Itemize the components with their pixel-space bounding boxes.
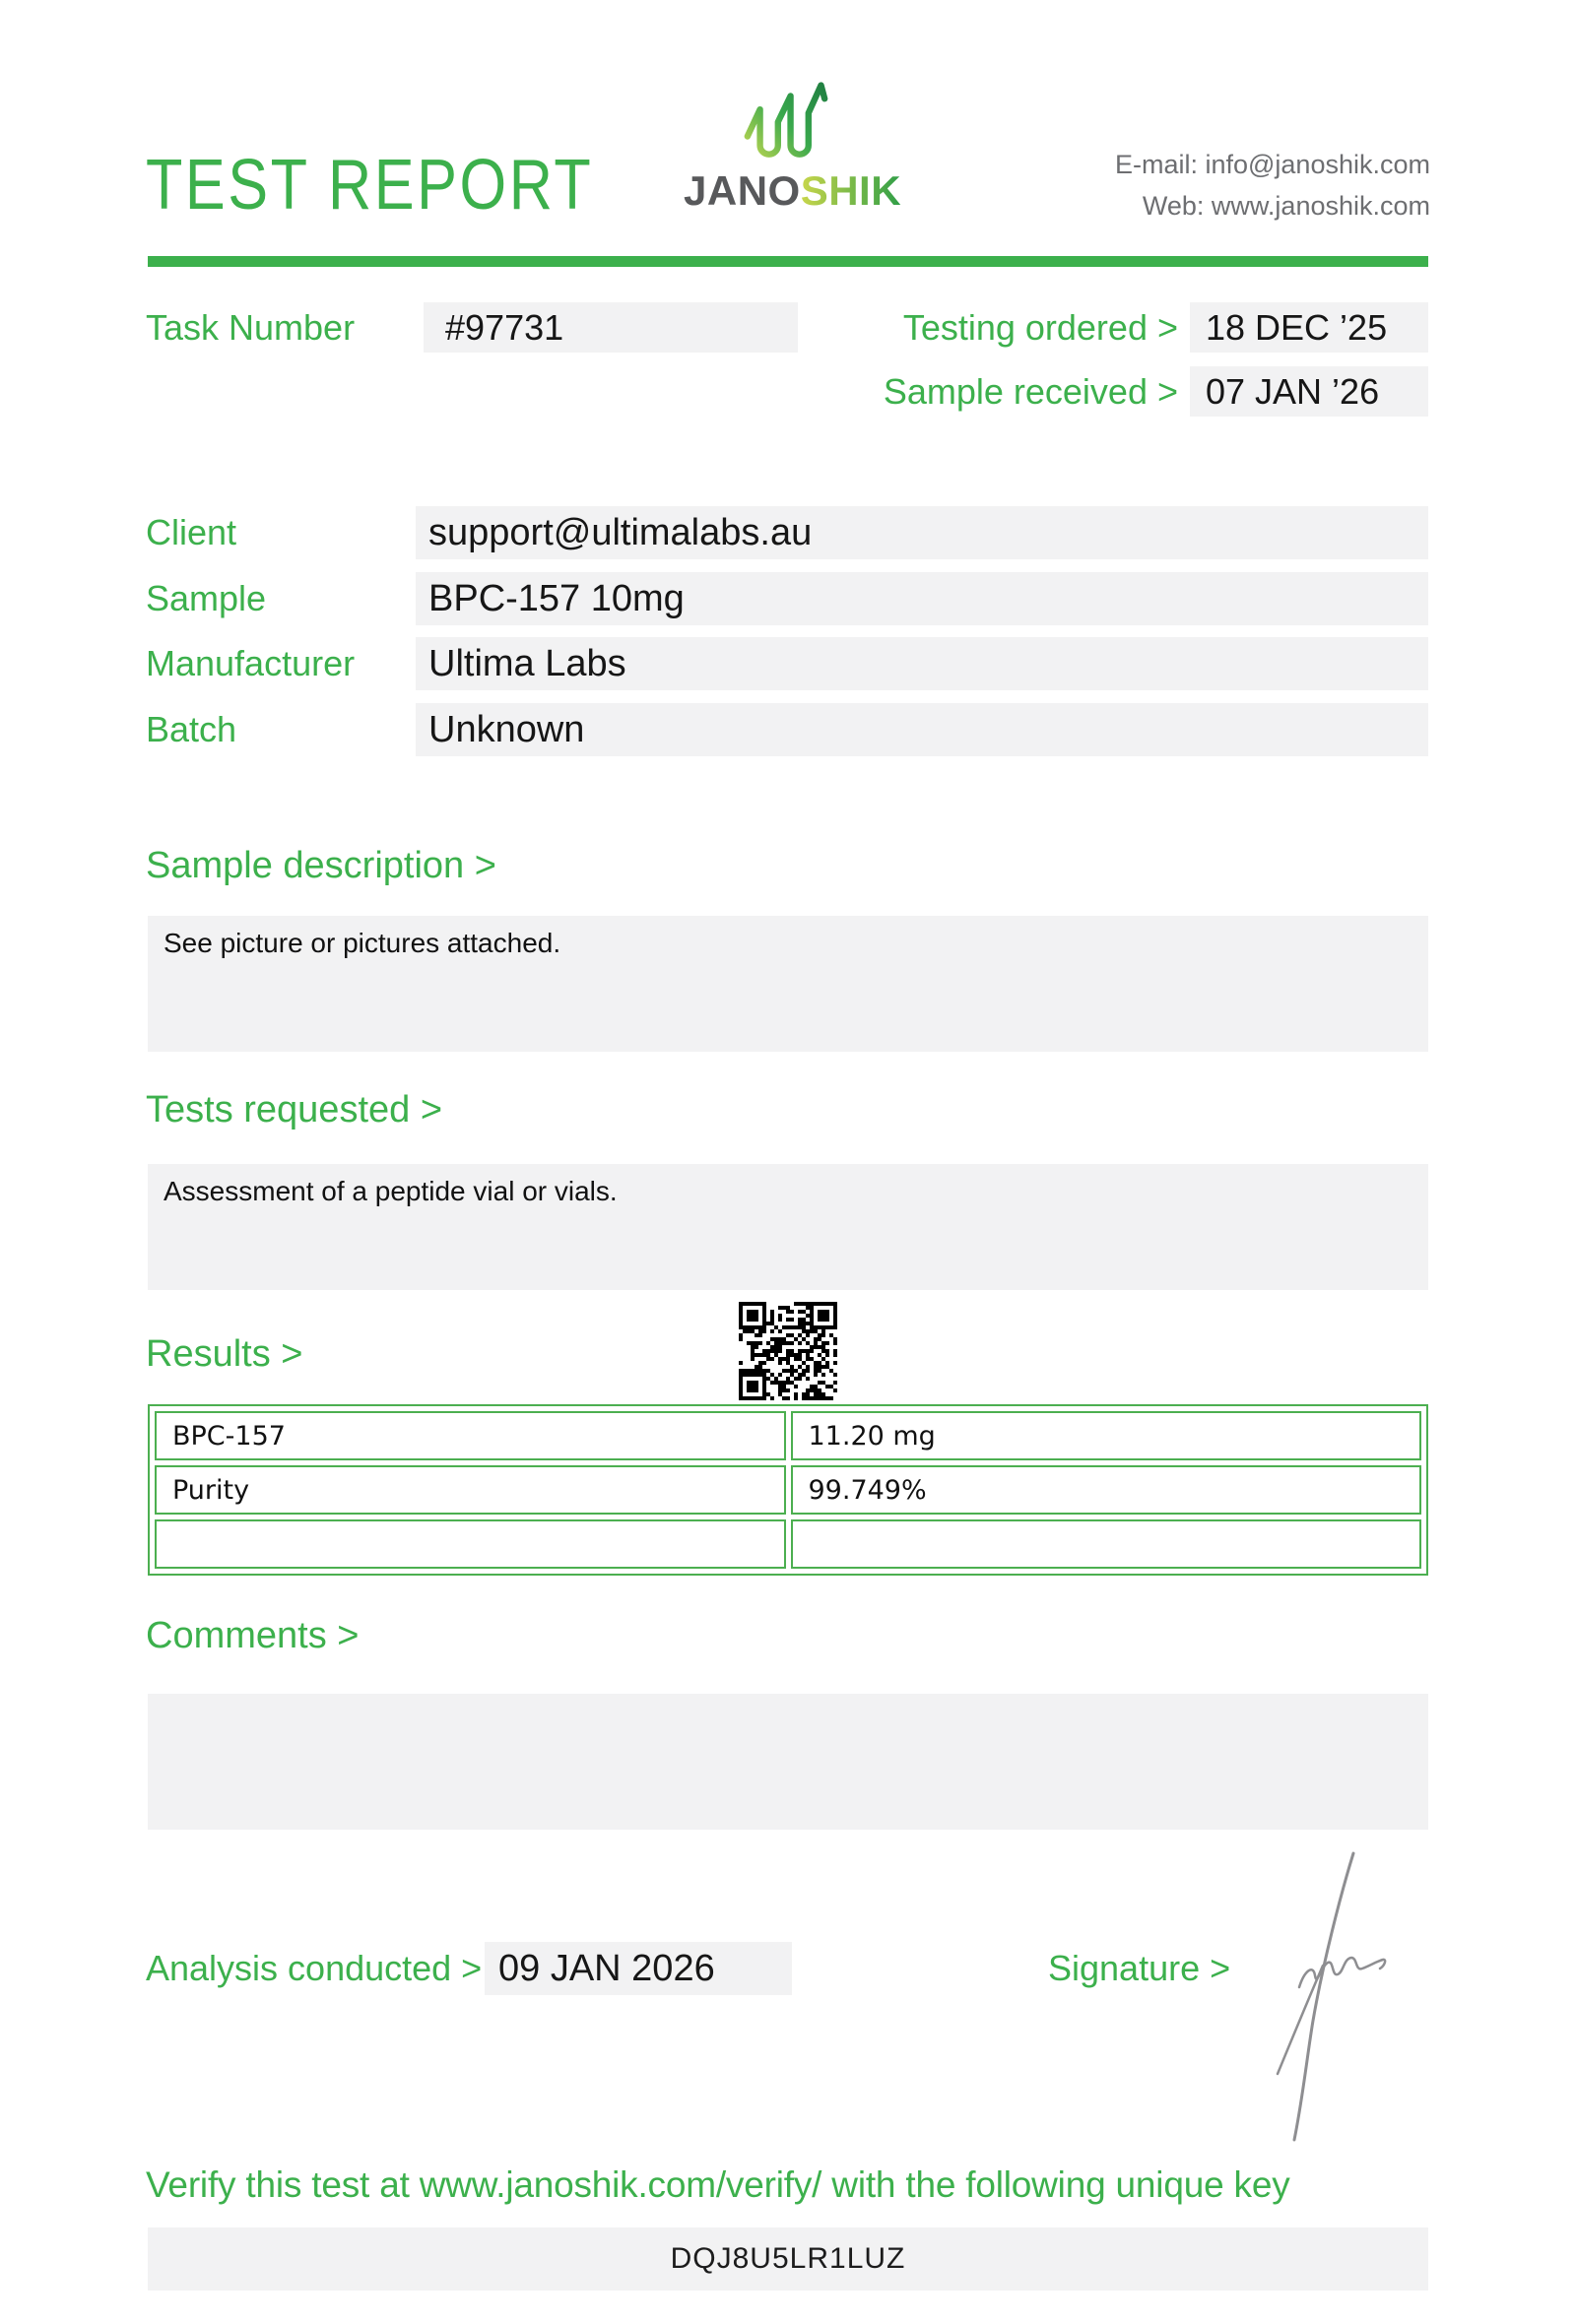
tests-requested-heading: Tests requested > [146, 1089, 443, 1130]
testing-ordered-label: Testing ordered > [902, 307, 1178, 348]
sample-field [416, 572, 1428, 625]
client-field [416, 506, 1428, 559]
task-number-label: Task Number [146, 307, 356, 348]
table-row [155, 1465, 1421, 1515]
result-value-cell: 99.749% [791, 1465, 1422, 1515]
client-value: support@ultimalabs.au [428, 512, 813, 553]
sample-received-value: 07 JAN ’26 [1206, 371, 1380, 412]
comments-heading: Comments > [146, 1615, 360, 1656]
result-analyte-cell [155, 1519, 786, 1569]
batch-value: Unknown [428, 709, 585, 750]
qr-code [739, 1302, 837, 1400]
contact-web: Web: www.janoshik.com [1142, 191, 1430, 221]
task-number-value: #97731 [445, 307, 564, 348]
contact-block [886, 144, 1430, 226]
verify-instruction: Verify this test at www.janoshik.com/verify/ with the following unique key [146, 2164, 1290, 2205]
result-analyte-cell: BPC-157 [155, 1411, 786, 1460]
comments-text [148, 1694, 1428, 1717]
sample-description-heading: Sample description > [146, 845, 496, 886]
logo-text-shik: SHIK [800, 167, 902, 214]
table-row [155, 1411, 1421, 1460]
sample-label: Sample [146, 578, 267, 618]
manufacturer-value: Ultima Labs [428, 643, 626, 684]
result-value-cell [791, 1519, 1422, 1569]
testing-ordered-field [1190, 302, 1428, 353]
analysis-date-value: 09 JAN 2026 [498, 1948, 715, 1989]
sample-description-box [148, 916, 1428, 1052]
verify-key-value: DQJ8U5LR1LUZ [670, 2242, 906, 2275]
header-divider [148, 256, 1428, 267]
sample-received-field [1190, 366, 1428, 417]
batch-field [416, 703, 1428, 756]
client-label: Client [146, 512, 237, 552]
chart-icon [741, 81, 831, 161]
result-value-cell: 11.20 mg [791, 1411, 1422, 1460]
contact-email: E-mail: info@janoshik.com [1114, 150, 1430, 179]
batch-label: Batch [146, 709, 237, 749]
signature-image [1257, 1847, 1389, 2143]
result-analyte-cell: Purity [155, 1465, 786, 1515]
sample-value: BPC-157 10mg [428, 578, 685, 619]
logo-wordmark [684, 167, 901, 215]
analysis-conducted-label: Analysis conducted > [146, 1948, 483, 1988]
logo-text-jano: JANO [684, 167, 801, 214]
verify-key-box [148, 2227, 1428, 2291]
results-heading: Results > [146, 1333, 303, 1375]
sample-received-label: Sample received > [883, 371, 1178, 412]
tests-requested-box [148, 1164, 1428, 1290]
comments-box [148, 1694, 1428, 1830]
results-table [148, 1404, 1428, 1576]
testing-ordered-value: 18 DEC ’25 [1206, 307, 1388, 348]
tests-requested-text: Assessment of a peptide vial or vials. [164, 1176, 618, 1206]
page-title: TEST REPORT [146, 146, 594, 225]
table-row [155, 1519, 1421, 1569]
manufacturer-label: Manufacturer [146, 643, 356, 683]
manufacturer-field [416, 637, 1428, 690]
signature-label: Signature > [1048, 1948, 1231, 1988]
analysis-date-field [485, 1942, 792, 1995]
task-number-field [424, 302, 798, 353]
sample-description-text: See picture or pictures attached. [164, 928, 561, 958]
